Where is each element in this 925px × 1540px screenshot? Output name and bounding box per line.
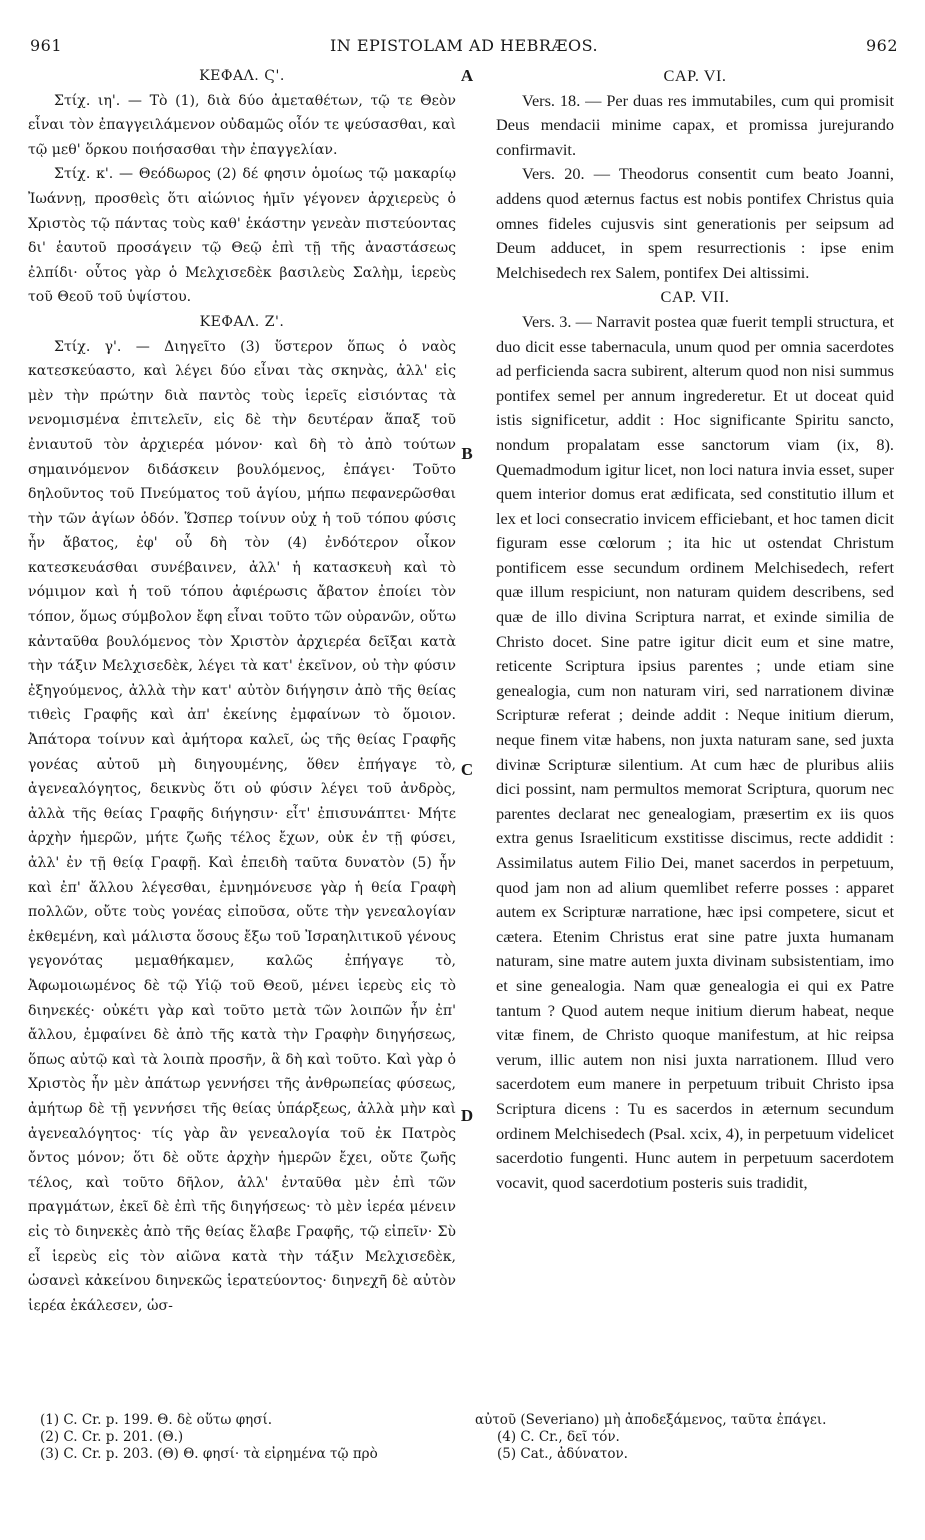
greek-column	[28, 64, 456, 1318]
footnotes-right	[475, 1412, 895, 1462]
footnote: (2) C. Cr. p. 201. (Θ.)	[40, 1428, 184, 1445]
footnote: (5) Cat., ἀδύνατον.	[497, 1445, 628, 1462]
latin-chapter-heading: CAP. VI.	[663, 66, 727, 85]
running-title: IN EPISTOLAM AD HEBRÆOS.	[329, 36, 599, 55]
footnotes-left	[40, 1412, 460, 1462]
margin-marker: A	[460, 66, 474, 85]
page-number-left: 961	[30, 36, 63, 55]
greek-paragraph: Στίχ. ιη'. — Τὸ (1), διὰ δύο ἀμεταθέτων, τῷ τε Θεὸν εἶναι τὸν ἐπαγγειλάμενον οὐδαμῶς οἷόν τε ψεύσασθαι, καὶ τῷ μεθ' ὅρκου ποιήσασθαι τὴν ἐπαγγελίαν.	[28, 92, 456, 158]
greek-paragraph: Στίχ. γ'. — Διηγεῖτο (3) ὕστερον ὅπως ὁ ναὸς κατεσκεύαστο, καὶ λέγει δύο εἶναι τὰς σκηνὰς, ἀλλ' εἰς μὲν τὴν πρώτην διὰ παντὸς τοὺς ἱερεῖς εἰσιόντας τὰ νενομισμένα ἐπιτελεῖν, εἰς δὲ τὴν δευτέραν ἅπαξ τοῦ ἐνιαυτοῦ τὸν ἀρχιερέα μόνον· καὶ δὴ τὸ ἀπὸ τούτων σημαινόμενον διδάσκειν βουλόμενος, ἐπάγει· Τοῦτο δηλοῦντος τοῦ Πνεύματος τοῦ ἁγίου, μήπω πεφανερῶσθαι τὴν τῶν ἁγίων ὁδόν. Ὥσπερ τοίνυν οὐχ ἡ τοῦ τόπου φύσις ἦν ἄβατος, ἐφ' οὗ δὴ τὸν (4) ἐνδότερον οἶκον κατεσκευάσθαι συνέβαινεν, ἀλλ' ἡ κατασκευὴ καὶ τὸ νόμιμον καὶ ἡ τοῦ τόπου ἀφιέρωσις ἄβατον ἐποίει τὸν τόπον, ὅμως σύμβολον ἔφη εἶναι τοῦτο τῶν οὐρανῶν, οὕτω κἀνταῦθα βουλόμενος τὸν Χριστὸν ἀρχιερέα δεῖξαι κατὰ τὴν τάξιν Μελχισεδὲκ, λέγει τὰ κατ' ἐκεῖνον, οὐ τὴν φύσιν ἐξηγούμενος, ἀλλὰ τὴν κατ' αὐτὸν διήγησιν ἀπὸ τῆς θείας τιθεὶς Γραφῆς καὶ ἀπ' ἐκείνης ἐμφαίνων τὸ ὅμοιον. Ἀπάτορα τοίνυν καὶ ἀμήτορα καλεῖ, ὡς τῆς θείας Γραφῆς γονέας αὐτοῦ μὴ διηγουμένης, ὅθεν ἐπήγαγε τὸ, ἀγενεαλόγητος, δεικνὺς ὅτι οὐ φύσιν λέγει τοῦ ἀνδρὸς, ἀλλὰ τῆς θείας Γραφῆς διήγησιν· εἶτ' ἐπισυνάπτει· Μήτε ἀρχὴν ἡμερῶν, μήτε ζωῆς τέλος ἔχων, οὐκ ἐν τῇ φύσει, ἀλλ' ἐν τῇ θείᾳ Γραφῇ. Καὶ ἐπειδὴ ταῦτα δυνατὸν (5) ἦν καὶ ἐπ' ἄλλου λέγεσθαι, ἐμνημόνευσε γὰρ ἡ θεία Γραφὴ πολλῶν, οὔτε τοὺς γονέας εἰποῦσα, οὔτε τὴν γενεαλογίαν ἐκθεμένη, καὶ μάλιστα ὅσους ἔξω τοῦ Ἰσραηλιτικοῦ γένους γεγονότας μεμαθήκαμεν, καλῶς ἐπήγαγε τὸ, Ἀφωμοιωμένος δὲ τῷ Υἱῷ τοῦ Θεοῦ, μένει ἱερεὺς εἰς τὸ διηνεκές· οὐκέτι γὰρ καὶ τοῦτο μετὰ τῶν λοιπῶν ἦν ἐπ' ἄλλου, ἐμφαίνει δὲ ἀπὸ τῆς κατὰ τὴν Γραφὴν διηγήσεως, ὅπως αὐτῷ καὶ τὰ λοιπὰ προσῆν, ἃ δὴ καὶ τοῦτο. Καὶ γὰρ ὁ Χριστὸς ἦν μὲν ἀπάτωρ γεννήσει τῆς ἀνθρωπείας φύσεως, ἀμήτωρ δὲ τῇ γεννήσει τῆς θείας ὑπάρξεως, ἀλλὰ μὴν καὶ ἀγενεαλόγητος· τίς γὰρ ἂν γενεαλογία τοῦ ἐκ Πατρὸς ὄντος μόνον; ὅτι δὲ οὔτε ἀρχὴν ἡμερῶν ἔχει, οὔτε ζωῆς τέλος, καὶ τοῦτο δῆλον, ἀλλ' ἐνταῦθα μὲν ἐπὶ τῶν πραγμάτων, ἐκεῖ δὲ ἐπὶ τῆς διηγήσεως· τὸ μὲν ἱερέα μένειν εἰς τὸ διηνεκὲς ἀπὸ τῆς θείας ἔλαβε Γραφῆς, τῷ εἰπεῖν· Σὺ εἶ ἱερεὺς εἰς τὸν αἰῶνα κατὰ τὴν τάξιν Μελχισεδὲκ, ὡσανεὶ κἀκείνου διηνεκῶς ἱερατεύοντος· διηνεχῆ δὲ αὐτὸν ἱερέα ἐκάλεσεν, ὡσ-	[28, 338, 456, 1314]
footnote: (1) C. Cr. p. 199. Θ. δὲ οὕτω φησί.	[40, 1412, 273, 1428]
footnote: (3) C. Cr. p. 203. (Θ) Θ. φησί· τὰ εἰρημένα τῷ πρὸ	[40, 1445, 378, 1462]
footnote-continuation: αὐτοῦ (Severiano) μὴ ἀποδεξάμενος, ταῦτα ἐπάγει.	[475, 1412, 827, 1428]
greek-chapter-heading: ΚΕΦΑΛ. Ϛ'.	[199, 68, 285, 84]
footnote: (4) C. Cr., δεῖ τόν.	[497, 1428, 620, 1445]
latin-column	[496, 64, 894, 1195]
page-number-right: 962	[865, 36, 898, 55]
latin-chapter-heading: CAP. VII.	[660, 287, 730, 307]
margin-marker: B	[461, 444, 473, 463]
latin-paragraph: Vers. 20. — Theodorus consentit cum beato Joanni, addens quod æternus factus est nobis pontifex Christus quia omnes fideles cujusvis sint generationis per seipsum ad Deum adducet, in spem resurrectionis : ipse enim Melchisedech rex Salem, pontifex Dei altissimi.	[496, 164, 894, 282]
margin-marker: D	[460, 1106, 474, 1125]
latin-paragraph: Vers. 3. — Narravit postea quæ fuerit templi structura, et duo dicit esse tabernacula, unum quod per omnia sacerdotes ad perficienda sacra subirent, alterum quod non nisi summus pontifex semel per annum ingrederetur. Et ut doceat quid istis significetur, addit : Hoc significante Spiritu sancto, nondum propalatam esse sanctorum viam (ix, 8). Quemadmodum igitur licet, non loci natura invia esset, super quem interior domus erat ædificata, sed constitutio illum et lex et loci consecratio invicem efficiebant, et hoc tamen dicit figuram esse cœlorum ; ita hic ut ostendat Christum pontificem esse secundum ordinem Melchisedech, refert quæ illum respiciunt, non naturam quidem describens, sed quæ de illo divina Scriptura narrat, et exinde similia de Christo docet. Sine patre igitur dicit eum et sine matre, reticente Scriptura ipsius parentes ; unde etiam sine genealogia, cum non naturam viri, sed narrationem divinæ Scripturæ referat ; deinde addit : Neque initium dierum, neque finem vitæ habens, non juxta naturam sane, sed juxta divinæ Scripturæ silentium. At cum hæc de pluribus aliis dici possint, nam permultos memorat Scriptura, quorum nec parentes declarat nec genealogiam, præsertim ex iis quos extra genus Israeliticum exstitisse discimus, recte addidit : Assimilatus autem Filio Dei, manet sacerdos in perpetuum, quod jam non ad alium quemlibet referre posses : apparet autem ex Scripturæ narratione, hæc ipsi competere, sicut et cætera. Etenim Christus erat sine patre juxta humanam naturam, sine matre autem juxta divinam subsistentiam, imo et sine genealogia. Nam quæ genealogia ei qui ex Patre tantum ? Quod autem neque initium dierum habeat, neque vitæ finem, de Christo quoque manifestum, at hic reipsa verum, illic autem non nisi juxta narrationem. Illud vero sacerdotem eum manere in perpetuum tribuit Christo ipsa Scriptura dicens : Tu es sacerdos in æternum secundum ordinem Melchisedech (Psal. xcix, 4), in perpetuum videlicet sacerdotio fungenti. Hunc autem in perpetuum sacerdotem vocavit, quod sacerdotium posteris suis tradidit,	[496, 311, 894, 1192]
running-header	[30, 36, 898, 58]
greek-paragraph: Στίχ. κ'. — Θεόδωρος (2) δέ φησιν ὁμοίως τῷ μακαρίῳ Ἰωάννῃ, προσθεὶς ὅτι αἰώνιος ἡμῖν γέγονεν ἀρχιερεὺς ὁ Χριστὸς τῷ πάντας τοὺς καθ' ἑκάστην γενεὰν πιστεύοντας δι' ἑαυτοῦ προσάγειν τῷ Θεῷ ἐπὶ τῇ τῆς ἀναστάσεως ἐλπίδι· οὗτος γὰρ ὁ Μελχισεδὲκ βασιλεὺς Σαλὴμ, ἱερεὺς τοῦ Θεοῦ τοῦ ὑψίστου.	[28, 166, 456, 306]
margin-marker: C	[460, 760, 474, 779]
greek-chapter-heading: ΚΕΦΑΛ. Ζ'.	[199, 313, 285, 330]
latin-paragraph: Vers. 18. — Per duas res immutabiles, cum qui promisit Deus mendacii minime capax, et promissa jurejurando confirmavit.	[496, 90, 894, 159]
